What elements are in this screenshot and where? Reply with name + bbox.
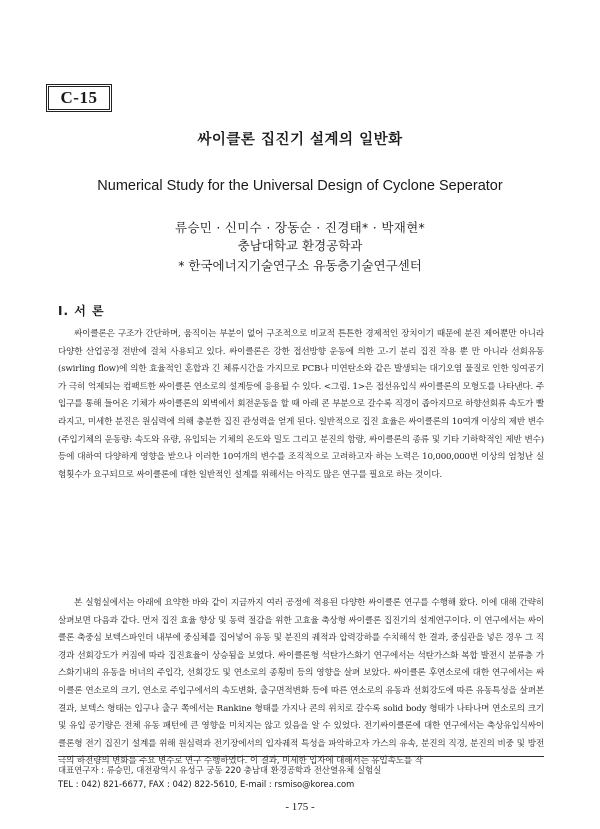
affiliation-secondary: * 한국에너지기술연구소 유동층기술연구센터 — [178, 258, 422, 273]
footnote-divider — [58, 756, 544, 757]
session-code: C-15 — [60, 88, 98, 107]
author-list: 류승민 · 신미수 · 장동순 · 진경태* · 박재현* — [174, 220, 425, 235]
affiliation-primary: 충남대학교 환경공학과 — [237, 238, 363, 253]
body-paragraph-1 — [58, 326, 544, 484]
page-number: - 175 - — [285, 801, 315, 813]
footnote-corresponding-author: 대표연구자 : 류승민, 대전광역시 유성구 궁동 220 충남대 환경공학과 전산열유체 실험실 — [58, 765, 382, 775]
paper-title-korean: 싸이클론 집진기 설계의 일반화 — [197, 132, 403, 148]
footnote-contact: TEL : 042) 821-6677, FAX : 042) 822-5610, E-mail : rsmiso@korea.com — [58, 779, 355, 789]
paper-title-english: Numerical Study for the Universal Design of Cyclone Seperator — [97, 178, 503, 194]
paragraph-text: 본 실험실에서는 아래에 요약한 바와 같이 지금까지 여러 공정에 적용된 다양한 싸이클론 연구를 수행해 왔다. 이에 대해 간략히 살펴보면 다음과 같다. 먼저 집진 효율 향상 및 동력 절감을 위한 고효율 축상형 싸이클론 집진기의 설계연구이다. 이 연구에서는 싸이클론 축중심 보텍스파인더 내부에 중심체를 집어넣어 유동 및 분진의 궤적과 압력강하를 수치해석 한 결과, 중심관을 넣은 경우 그 직경과 선회강도가 커짐에 따라 집진효율이 상승됨을 보였다. 싸이클론형 석탄가스화기 연구에서는 석탄가스화 복합 발전시 분류층 가스화기내의 유동을 버너의 주입각, 선회강도 및 연소로의 종횡비 등의 영향을 살펴 보았다. 싸이클론 후연소로에 대한 연구에서는 싸이클론 연소로의 크기, 연소로 주입구에서의 속도변화, 출구면적변화 등에 따른 연소로의 유동과 선회강도에 따른 유동특성을 살펴본 결과, 보텍스 형태는 입구나 출구 쪽에서는 Rankine 형태를 가지나 콘의 위치로 갈수록 solid body 형태가 나타나며 연소로의 크기 및 유입 공기량은 전체 유동 패턴에 큰 영향을 미치지는 않고 있음을 알 수 있었다. 전기싸이클론에 대한 연구에서는 축상유입식싸이클론형 전기 집진기 설계를 위해 원심력과 전기장에서의 입자궤적 특성을 파악하고자 가스의 유속, 분진의 직경, 분진의 비중 및 방전극의 하전량의 변화를 주요 변수로 연구 수행하였다. 이 결과, 미세한 입자에 대해서는 유입속도를 작 — [58, 598, 544, 767]
section-heading-introduction: I. 서 론 — [58, 304, 105, 318]
body-paragraph-2 — [58, 595, 544, 771]
paragraph-text: 싸이클론은 구조가 간단하며, 움직이는 부분이 없어 구조적으로 비교적 튼튼한 경제적인 장치이기 때문에 분진 제어뿐만 아니라 다양한 산업공정 전반에 걸쳐 사용되고 있다. 싸이클론은 강한 접선방향 운동에 의한 고-기 분리 집진 작용 뿐 만 아니라 선회유동(swirling flow)에 의한 효율적인 혼합과 긴 체류시간을 가지므로 PCB나 미연탄소와 같은 발생되는 대기오염 물질로 인한 잉여공기가 극히 억제되는 컴팩트한 싸이클론 연소로의 설계등에 응용될 수 있다. <그림. 1>은 접선유입식 싸이클론의 모형도를 나타낸다. 주입구를 통해 들어온 기체가 싸이클론의 외벽에서 회전운동을 할 때 아래 콘 부분으로 갈수록 직경이 좁아지므로 하향선회류 속도가 빨라지고, 미세한 분진은 원심력에 의해 충분한 집진 관성력을 얻게 된다. 일반적으로 집진 효율은 싸이클론의 10여개 이상의 제반 변수(주입기체의 운동량: 속도와 유량, 유입되는 기체의 온도와 밀도 그리고 분진의 함량, 싸이클론의 종류 및 기타 기하학적인 제반 변수)등에 대하여 다양하게 영향을 받으나 이러한 10여개의 변수를 조직적으로 고려하고자 하는 노력은 10,000,000번 이상의 엄청난 실험횟수가 요구되므로 싸이클론에 대한 일반적인 설계를 위해서는 아직도 많은 연구를 필요로 하는 것이다. — [58, 329, 544, 480]
session-code-box — [46, 84, 112, 112]
